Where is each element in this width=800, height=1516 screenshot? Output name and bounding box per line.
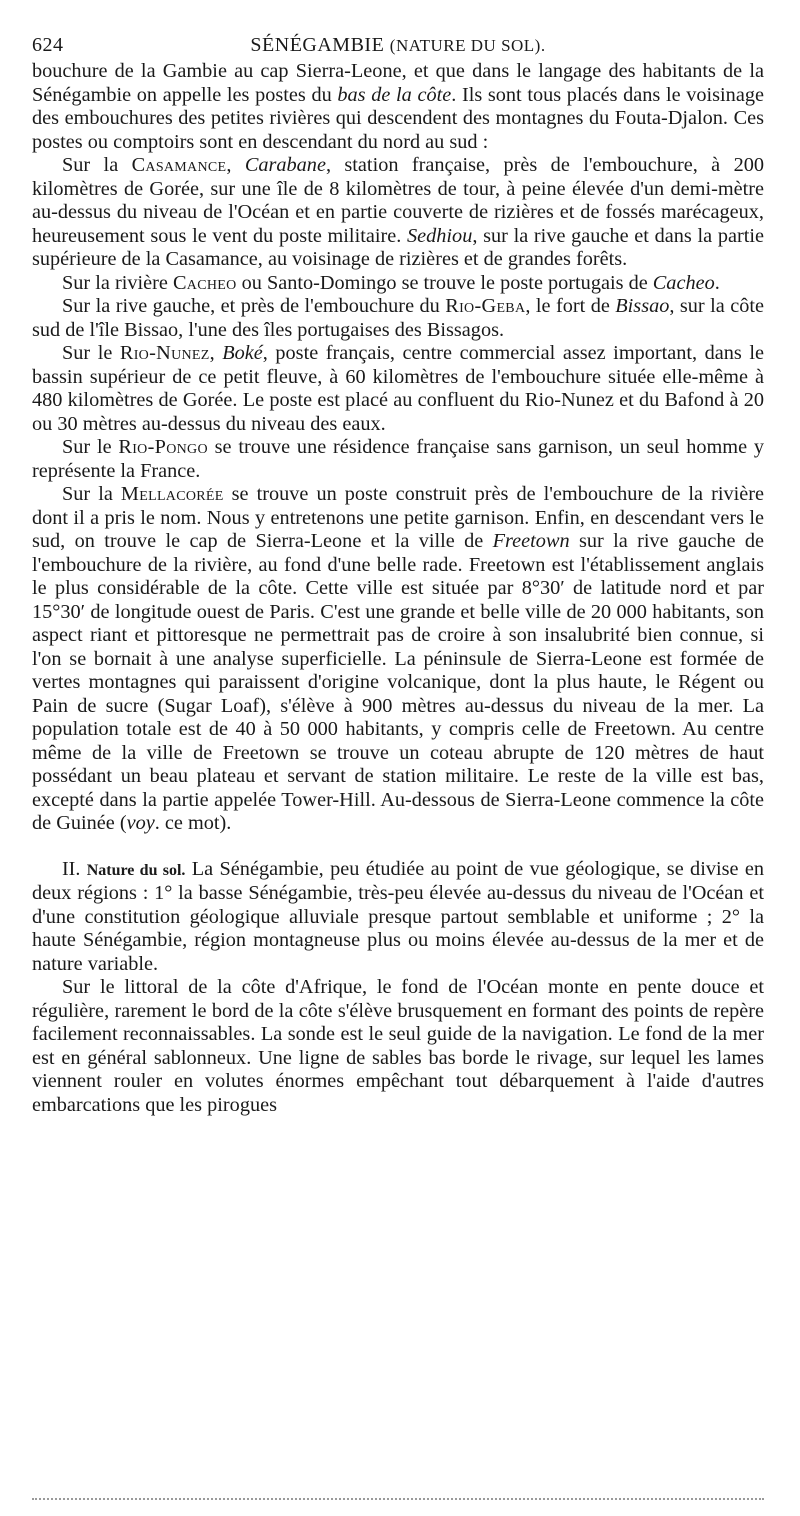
running-head <box>32 24 764 60</box>
body-text <box>32 60 764 1117</box>
paragraph <box>32 342 764 436</box>
text-run: , <box>209 342 223 364</box>
text-run: La Sénégambie, peu étudiée au point de vue géologique, se divise en deux régions : 1° la basse Sénégambie, très-peu élevée au-dessus du niveau de l'Océan et d'une constitution géologique alluviale presque partout semblable et uniforme ; 2° la haute Sénégambie, région montagneuse plus ou moins élevée au-dessus de la mer et de nature variable. <box>32 857 764 975</box>
text-run: Sur le <box>62 436 119 458</box>
italic-run: bas de la côte <box>337 83 452 106</box>
paragraph <box>32 272 764 296</box>
section-title: Nature du sol. <box>86 861 186 879</box>
text-run: , sur la rive gauche et dans la partie supérieure de la Casamance, au voisinage de rizières et de grandes forêts. <box>32 224 764 270</box>
place-name: Cacheo <box>172 271 237 294</box>
text-run: . Ils sont tous placés dans le voisinage des embouchures des petites rivières qui descendent des montagnes du Fouta-Djalon. Ces postes ou comptoirs sont en descendant du nord au sud : <box>32 83 764 153</box>
text-run: , sur la côte sud de l'île Bissao, l'une des îles portugaises des Bissagos. <box>32 295 764 341</box>
text-run: , <box>226 154 245 176</box>
text-run: se trouve un poste construit près de l'embouchure de la rivière dont il a pris le nom. Nous y entretenons une petite garnison. Enfin, en descendant vers le sud, on trouve le cap de Sierra-Leone et la ville de <box>32 483 764 552</box>
section-spacer <box>32 836 764 858</box>
italic-run: Boké <box>222 342 263 364</box>
footer-rule <box>32 1498 764 1500</box>
italic-run: Bissao <box>615 295 670 317</box>
book-page <box>32 24 764 1494</box>
paragraph <box>32 483 764 836</box>
text-run: . ce mot). <box>154 812 232 834</box>
place-name: Rio-Nunez <box>119 342 210 364</box>
text-run: , station française, près de l'embouchure, à 200 kilomètres de Gorée, sur une île de 8 kilomètres de tour, à peine élevée d'un demi-mètre au-dessus du niveau de l'Océan et en partie couverte de rizières et de fossés marécageux, heureusement sous le vent du poste militaire. <box>32 154 764 247</box>
place-name: Casamance <box>131 154 227 176</box>
section-number: II. <box>62 857 81 880</box>
section-paragraph <box>32 858 764 977</box>
paragraph <box>32 295 764 342</box>
text-run: Sur la <box>62 483 121 505</box>
text-run: bouchure de la Gambie au cap Sierra-Leone, et que dans le langage des habitants de la Sénégambie on appelle les postes du <box>32 60 764 106</box>
running-title-sub: (NATURE DU SOL). <box>389 36 546 55</box>
text-run: Sur le littoral de la côte d'Afrique, le fond de l'Océan monte en pente douce et régulière, rarement le bord de la côte s'élève brusquement en formant des points de repère facilement reconnaissables. La sonde est le seul guide de la navigation. Le fond de la mer est en général sablonneux. Une ligne de sables bas borde le rivage, sur lequel les lames viennent rouler en volutes énormes empêchant tout débarquement à l'aide d'autres embarcations que les pirogues <box>32 976 764 1116</box>
text-run: , poste français, centre commercial assez important, dans le bassin supérieur de ce petit fleuve, à 60 kilomètres de l'embouchure située elle-même à 480 kilomètres de Gorée. Le poste est placé au confluent du Rio-Nunez et du Bafond à 20 ou 30 mètres au-dessus du niveau des eaux. <box>32 342 765 435</box>
paragraph <box>32 436 764 483</box>
text-run: ou Santo-Domingo se trouve le poste portugais de <box>236 271 653 294</box>
running-title <box>32 34 764 57</box>
running-title-main: SÉNÉGAMBIE <box>250 34 385 56</box>
italic-run: voy <box>126 812 155 834</box>
text-run: sur la rive gauche de l'embouchure de la rivière, au fond d'une belle rade. Freetown est l'établissement anglais le plus considérable de la côte. Cette ville est située par 8°30′ de latitude nord et par 15°30′ de longitude ouest de Paris. C'est une grande et belle ville de 20 000 habitants, son aspect riant et pittoresque ne permettrait pas de croire à son insalubrité bien connue, si l'on se bornait à une analyse superficielle. La péninsule de Sierra-Leone est formée de vertes montagnes qui paraissent d'origine volcanique, dont la plus haute, le Régent ou Pain de sucre (Sugar Loaf), s'élève à 900 mètres au-dessus du niveau de la mer. La population totale est de 40 à 50 000 habitants, y compris celle de Freetown. Au centre même de la ville de Freetown se trouve un coteau abrupte de 120 mètres de haut possédant un beau plateau et servant de station militaire. Le reste de la ville est bas, excepté dans la partie appelée Tower-Hill. Au-dessous de Sierra-Leone commence la côte de Guinée ( <box>32 530 764 834</box>
text-run: Sur la rive gauche, et près de l'embouchure du <box>62 295 446 317</box>
paragraph <box>32 60 764 154</box>
text-run: Sur la <box>62 154 132 176</box>
text-run: Sur la rivière <box>62 271 173 294</box>
italic-run: Freetown <box>492 530 570 552</box>
text-run: se trouve une résidence française sans garnison, un seul homme y représente la France. <box>32 436 764 482</box>
place-name: Rio-Pongo <box>118 436 208 458</box>
place-name: Rio-Geba <box>445 295 526 317</box>
place-name: Mellacorée <box>120 483 224 505</box>
italic-run: Sedhiou <box>407 224 473 247</box>
italic-run: Carabane <box>244 154 326 176</box>
page-number: 624 <box>32 34 64 56</box>
text-run: Sur le <box>62 342 120 364</box>
italic-run: Cacheo <box>652 271 715 294</box>
paragraph <box>32 154 764 272</box>
paragraph <box>32 976 764 1117</box>
text-run: . <box>714 271 720 294</box>
text-run: , le fort de <box>525 295 616 317</box>
